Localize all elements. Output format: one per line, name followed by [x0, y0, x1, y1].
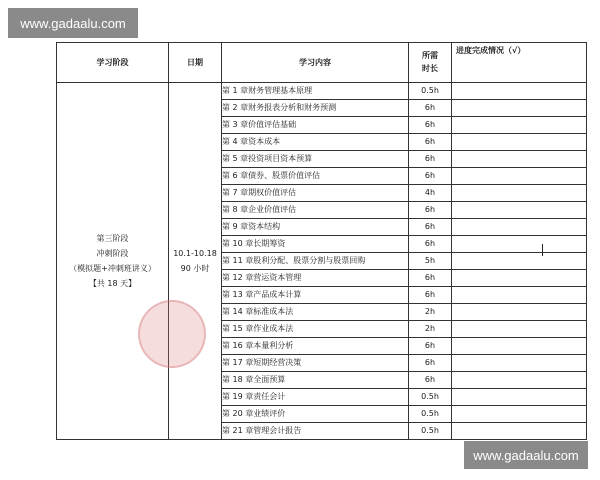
chapter-cell: 第 11 章股利分配、股票分割与股票回购	[222, 253, 409, 270]
hours-cell: 6h	[409, 287, 452, 304]
date-line: 10.1-10.18	[173, 248, 217, 258]
watermark-url-bottom: www.gadaalu.com	[464, 441, 588, 469]
hours-cell: 6h	[409, 338, 452, 355]
progress-cell[interactable]	[452, 117, 587, 134]
chapter-cell: 第 14 章标准成本法	[222, 304, 409, 321]
chapter-cell: 第 21 章管理会计报告	[222, 423, 409, 440]
header-duration-line1: 所需	[422, 50, 438, 60]
header-progress: 进度完成情况（√）	[452, 43, 587, 83]
red-seal-stamp	[138, 300, 206, 368]
hours-cell: 0.5h	[409, 83, 452, 100]
chapter-cell: 第 10 章长期筹资	[222, 236, 409, 253]
hours-cell: 6h	[409, 117, 452, 134]
hours-cell: 6h	[409, 372, 452, 389]
stage-line: 冲刺阶段	[96, 248, 129, 258]
hours-cell: 4h	[409, 185, 452, 202]
chapter-cell: 第 18 章全面预算	[222, 372, 409, 389]
table-row	[57, 83, 587, 100]
hours-cell: 6h	[409, 168, 452, 185]
stage-line: 【共 18 天】	[88, 279, 137, 289]
hours-cell: 2h	[409, 304, 452, 321]
stage-line: （模拟题+冲刺班讲义）	[69, 264, 156, 273]
hours-cell: 6h	[409, 100, 452, 117]
chapter-cell: 第 9 章资本结构	[222, 219, 409, 236]
progress-cell[interactable]	[452, 185, 587, 202]
progress-cell[interactable]	[452, 304, 587, 321]
chapter-cell: 第 1 章财务管理基本原理	[222, 83, 409, 100]
progress-cell[interactable]	[452, 168, 587, 185]
watermark-url-top: www.gadaalu.com	[8, 8, 138, 38]
chapter-cell: 第 3 章价值评估基础	[222, 117, 409, 134]
progress-cell[interactable]	[452, 372, 587, 389]
header-duration	[409, 43, 452, 83]
hours-cell: 6h	[409, 151, 452, 168]
progress-cell[interactable]	[452, 219, 587, 236]
table-body	[57, 83, 587, 440]
stage-cell	[57, 83, 169, 440]
header-content: 学习内容	[222, 43, 409, 83]
hours-cell: 6h	[409, 134, 452, 151]
progress-cell[interactable]	[452, 321, 587, 338]
progress-cell[interactable]	[452, 253, 587, 270]
chapter-cell: 第 5 章投资项目资本预算	[222, 151, 409, 168]
chapter-cell: 第 17 章短期经营决策	[222, 355, 409, 372]
hours-cell: 6h	[409, 202, 452, 219]
progress-cell[interactable]	[452, 100, 587, 117]
progress-cell[interactable]	[452, 406, 587, 423]
progress-cell[interactable]	[452, 270, 587, 287]
hours-cell: 0.5h	[409, 406, 452, 423]
chapter-cell: 第 12 章营运资本管理	[222, 270, 409, 287]
date-line: 90 小时	[180, 264, 210, 273]
hours-cell: 6h	[409, 270, 452, 287]
chapter-cell: 第 16 章本量利分析	[222, 338, 409, 355]
header-date: 日期	[169, 43, 222, 83]
hours-cell: 6h	[409, 355, 452, 372]
chapter-cell: 第 6 章债券、股票价值评估	[222, 168, 409, 185]
hours-cell: 6h	[409, 219, 452, 236]
hours-cell: 6h	[409, 236, 452, 253]
progress-cell[interactable]	[452, 83, 587, 100]
chapter-cell: 第 15 章作业成本法	[222, 321, 409, 338]
progress-cell[interactable]	[452, 355, 587, 372]
header-duration-line2: 时长	[422, 63, 438, 73]
study-plan-table	[56, 42, 587, 440]
progress-cell[interactable]	[452, 134, 587, 151]
progress-cell[interactable]	[452, 389, 587, 406]
progress-cell[interactable]	[452, 202, 587, 219]
progress-cell[interactable]	[452, 338, 587, 355]
progress-cell[interactable]	[452, 423, 587, 440]
table-header-row	[57, 43, 587, 83]
chapter-cell: 第 2 章财务报表分析和财务预测	[222, 100, 409, 117]
hours-cell: 2h	[409, 321, 452, 338]
chapter-cell: 第 13 章产品成本计算	[222, 287, 409, 304]
date-cell	[169, 83, 222, 440]
progress-cell[interactable]	[452, 287, 587, 304]
chapter-cell: 第 8 章企业价值评估	[222, 202, 409, 219]
chapter-cell: 第 19 章责任会计	[222, 389, 409, 406]
chapter-cell: 第 4 章资本成本	[222, 134, 409, 151]
progress-cell[interactable]	[452, 151, 587, 168]
header-stage: 学习阶段	[57, 43, 169, 83]
chapter-cell: 第 20 章业绩评价	[222, 406, 409, 423]
chapter-cell: 第 7 章期权价值评估	[222, 185, 409, 202]
text-cursor-mark	[542, 244, 543, 256]
stage-line: 第三阶段	[96, 233, 129, 243]
hours-cell: 0.5h	[409, 423, 452, 440]
hours-cell: 0.5h	[409, 389, 452, 406]
progress-cell[interactable]	[452, 236, 587, 253]
hours-cell: 5h	[409, 253, 452, 270]
